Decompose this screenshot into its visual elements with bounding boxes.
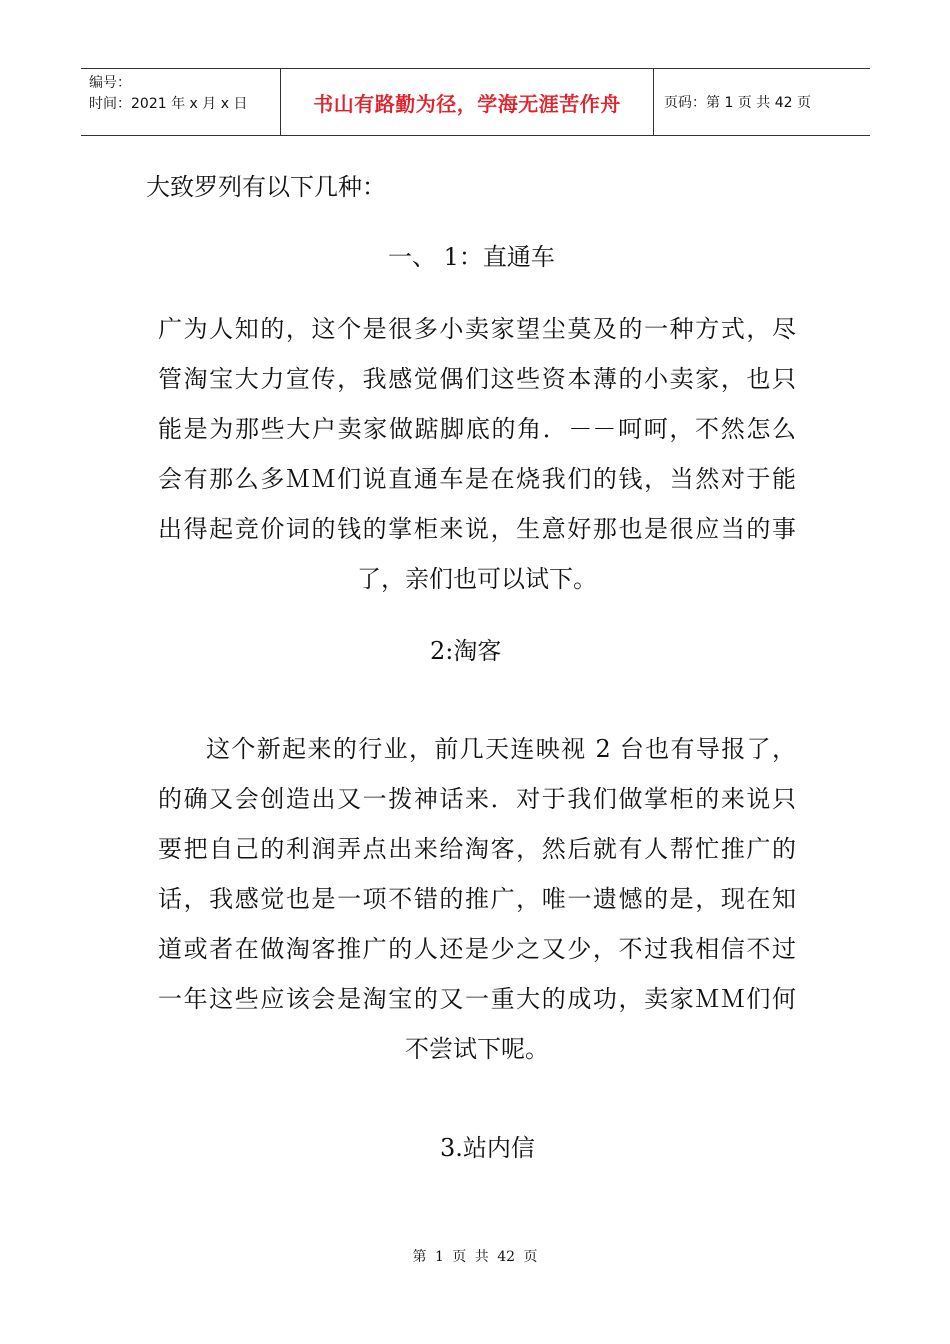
section-1-title: 一、 1：直通车 [388,243,555,271]
paragraph-line: 这个新起来的行业，前几天连映视 2 台也有导报了， [206,735,796,763]
paragraph-line: 话，我感觉也是一项不错的推广，唯一遗憾的是，现在知 [158,885,796,913]
paragraph-line: 管淘宝大力宣传，我感觉偶们这些资本薄的小卖家，也只 [158,365,796,393]
paragraph-line: 出得起竞价词的钱的掌柜来说，生意好那也是很应当的事 [158,515,796,543]
page-footer: 第 1 页 共 42 页 [412,1249,538,1265]
paragraph-line: 的确又会创造出又一拨神话来．对于我们做掌柜的来说只 [158,785,796,813]
document-date: 时间：2021 年 x 月 x 日 [89,96,248,112]
header-motto: 书山有路勤为径，学海无涯苦作舟 [281,69,654,135]
paragraph-2 [158,724,796,1074]
paragraph-line: 不尝试下呢。 [405,1035,549,1063]
intro-line: 大致罗列有以下几种： [146,173,386,201]
paragraph-line: 能是为那些大户卖家做踮脚底的角．－－呵呵，不然怎么 [158,415,796,443]
paragraph-1 [158,304,796,604]
section-2-title: 2:淘客 [430,637,502,665]
paragraph-line: 会有那么多ＭＭ们说直通车是在烧我们的钱，当然对于能 [158,465,796,493]
paragraph-line: 道或者在做淘客推广的人还是少之又少，不过我相信不过 [158,935,796,963]
paragraph-line: 广为人知的，这个是很多小卖家望尘莫及的一种方式，尽 [158,315,796,343]
document-number: 编号： [89,75,131,91]
document-header [81,68,870,136]
header-meta [81,69,281,135]
section-3-title: 3.站内信 [440,1134,535,1162]
paragraph-line: 一年这些应该会是淘宝的又一重大的成功，卖家ＭＭ们何 [158,985,796,1013]
header-page-number: 页码：第 1 页 共 42 页 [664,95,811,111]
paragraph-line: 了，亲们也可以试下。 [357,565,597,593]
paragraph-line: 要把自己的利润弄点出来给淘客，然后就有人帮忙推广的 [158,835,796,863]
